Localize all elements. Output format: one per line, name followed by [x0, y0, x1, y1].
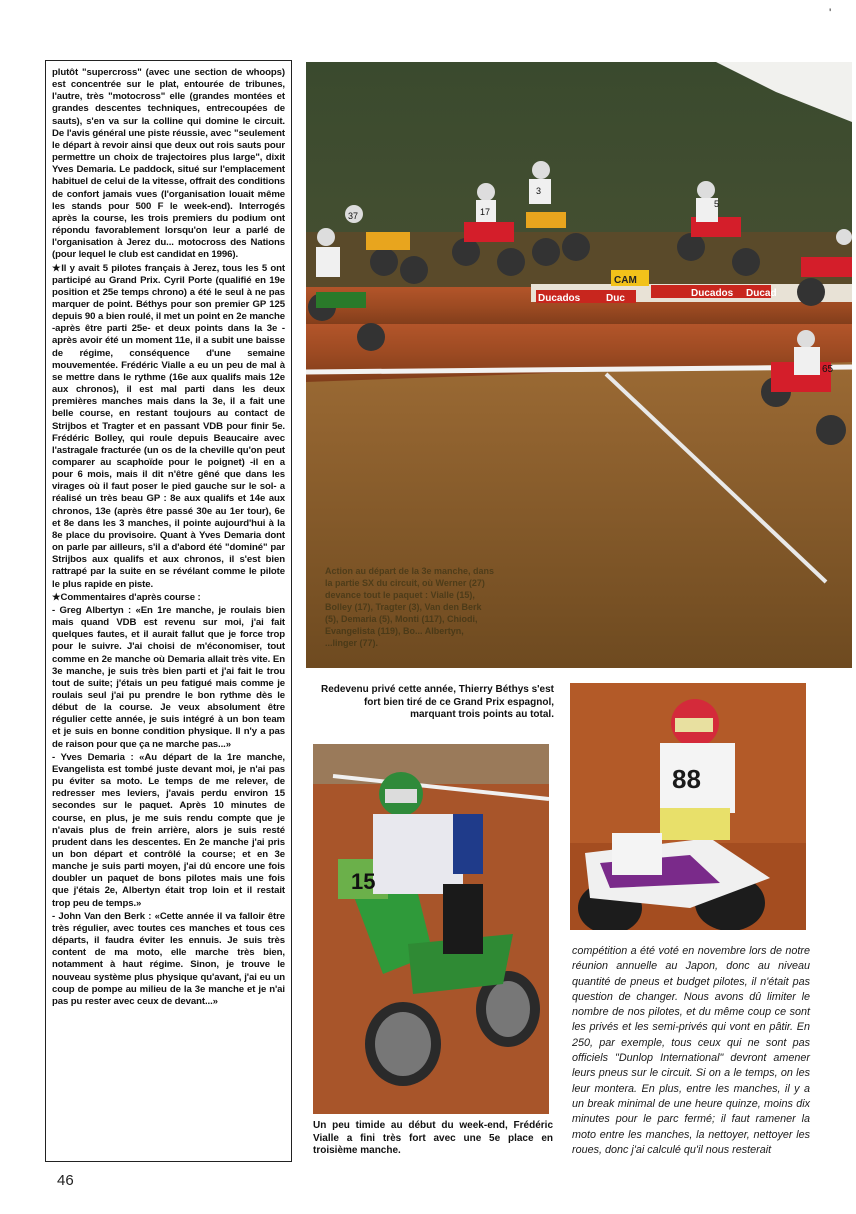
rider-number: 5: [714, 199, 720, 209]
paragraph-vandenberk-quote: - John Van den Berk : «Cette année il va falloir être très régulier, avec toutes ces manches et tous ces départs, il faudra éviter les ennuis. Je suis très content de ma moto, elle marche très bien, notamment à haut régime. Sinon, je trouve le nouveau système plus physique qu'avant, j'ai eu un coup de pompe au milieu de la 3e manche et je n'ai pas pu rester avec ceux de devant...»: [52, 910, 285, 1007]
article-text-column: [45, 60, 292, 1162]
banner-text: Duc: [606, 293, 625, 304]
paragraph-track-description: plutôt "supercross" (avec une section de whoops) est concentrée sur le plat, entourée de tribunes, l'autre, très "motocross" elle (grandes montées et grandes descentes techniques, entrecoupées de sauts), s'en va sur la colline qui domine le circuit. De l'avis général une piste réussie, avec "seulement le départ à revoir ainsi que deux out rois sauts pour permettre un choix de trajectoires plus large", dixit Yves Demaria. Le paddock, situé sur l'emplacement habituel de celui de la vitesse, offrait des conditions de confort jamais vues (l'organisation louait même les stands pour 500 F le week-end). Interrogés après la course, les trois premiers du podium ont répondu favorablement lorsqu'on leur a parlé de l'organisation à Jerez du... motocross des Nations (pour lequel le club est candidat en 1996).: [52, 67, 285, 261]
paragraph-french-riders: ★Il y avait 5 pilotes français à Jerez, tous les 5 ont participé au Grand Prix. Cyril Porte (qualifié en 19e position et 25e temps chrono) a été le seul à ne pas marquer de point. Béthys pour son premier GP 125 depuis 90 a bien roulé, il met un point en 2e manche -après être parti 25e- et deux points dans la 3e -après avoir été un moment 11e, il a subit une baisse de régime, conséquence d'une semaine mouvementée. Frédéric Vialle a eu un peu de mal à se mettre dans le rythme (16e aux qualifs mais 12e aux chronos), il est mal parti dans les deux premières manches mais dans la 3e, il a fait une belle course, en restant toujours au contact de Strijbos et Tragter et en passant VDB pour finir 5e. Frédéric Bolley, qui roule depuis Beaucaire avec l'astragale fracturée (un os de la cheville qu'on peut comparer au scaphoïde pour le poignet) -il en a pour 6 mois, mais il dit n'être gêné que dans les virages où il faut poser le pied gauche sur le sol- a réalisé un très beau GP : 8e aux qualifs et 14e aux chronos, 13e (après être passé 30e au 1er tour), 6e et 8e dans les 3 manches, il pointe aujourd'hui à la 8e place du provisoire. Quant à Yves Demaria dont on parle par ailleurs, s'il a d'abord été "dominé" par Strijbos aux qualifs et aux chronos, il s'est bien rattrapé par la suite en se révélant comme le pilote le plus rapide en piste.: [52, 262, 285, 590]
banner-text: Ducados: [538, 293, 581, 304]
banner-text: CAM: [614, 275, 637, 286]
bethys-caption: Redevenu privé cette année, Thierry Béthys s'est fort bien tiré de ce Grand Prix espagnol, marquant trois points au total.: [320, 684, 554, 720]
vialle-caption: Un peu timide au début du week-end, Frédéric Vialle a fini très fort avec une 5e place en troisième manche.: [313, 1120, 553, 1156]
article-text-right-column: compétition a été voté en novembre lors de notre réunion annuelle au Japon, donc au niveau quantité de pneus et budget pilotes, il n'était pas question de changer. Nous avons dû limiter le nombre de nos pilotes, et du même coup ce sont les privés et les semi-privés qui vont en pâtir. En 250, par exemple, tous ceux qui ne sont pas officiels "Dunlop International" devront amener leurs pneus sur le circuit. Si on a le temps, on les leur montera. En plus, entre les manches, il y a un break minimal de une heure quinze, moins dix minutes pour le parc fermé; il faut ramener la moto entre les manches, la nettoyer, nettoyer les roues, donc j'ai calculé qu'il nous resterait: [572, 945, 810, 1156]
rider-number: 3: [536, 186, 542, 196]
rider-number: 65: [822, 364, 834, 375]
bethys-photo: [570, 683, 806, 930]
paragraph-albertyn-quote: - Greg Albertyn : «En 1re manche, je roulais bien mais quand VDB est revenu sur moi, j'ai fait quelques fautes, et il aurait fallut que je force trop pour le suivre. J'ai choisi de m'économiser, tout comme en 2e manche où Demaria allait très vite. En 3e manche, je suis très bien parti et j'ai fait le trou tout de suite; j'étais un peu fatigué mais comme je roulais seul j'ai pu prendre le bon rythme dès le début de la course. Je veux absolument être régulier cette année, je suis intégré à un bon team et je suis en bonne condition physique. Il n'y a pas de raison pour que ça ne marche pas...»: [52, 604, 285, 750]
banner-text: Ducad: [746, 288, 777, 299]
banner-text: Ducados: [691, 288, 734, 299]
rider-number: 37: [348, 211, 359, 221]
rider-number: 17: [480, 207, 491, 217]
page-number: 46: [57, 1172, 74, 1189]
rider-number: 15: [351, 869, 376, 894]
paragraph-comments-heading: ★Commentaires d'après course :: [52, 591, 201, 603]
bethys-photo-illustration: [570, 683, 806, 930]
rider-number: 88: [672, 764, 701, 794]
corner-mark: ': [829, 6, 832, 20]
paragraph-demaria-quote: - Yves Demaria : «Au départ de la 1re manche, Evangelista est tombé juste devant moi, je n'ai pas pu éviter sa moto. Le temps de me relever, de redresser mes leviers, j'avais perdu environ 15 secondes sur le paquet. Après 10 minutes de course, en plus, je me suis rendu compte que je n'avais plus de frein arrière, alors je suis resté prudent dans les descentes. En 2e manche j'ai pris un bon départ et contrôlé la course; et en 3e manche je suis parti moyen, j'ai dû encore une fois doubler un paquet de bons pilotes mais une fois que j'étais 2e, Albertyn était trop loin et il restait trop peu de temps.»: [52, 751, 285, 909]
vialle-photo-illustration: [313, 744, 549, 1114]
vialle-photo: [313, 744, 549, 1114]
main-photo-overlay-caption: Action au départ de la 3e manche, dans la partie SX du circuit, où Werner (27) devance tout le paquet : Vialle (15), Bolley (17), Tragter (3), Van den Berk (5), Demaria (5), Monti (117), Chiodi, Evangelista (119), Bo... Albertyn, ...linger (77).: [325, 566, 495, 648]
